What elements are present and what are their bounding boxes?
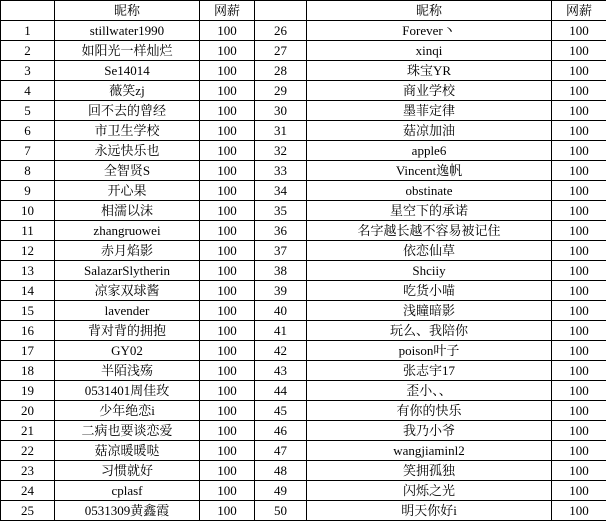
table-row bbox=[1, 501, 606, 521]
row-salary-right: 100 bbox=[552, 321, 606, 341]
row-index-right: 49 bbox=[255, 481, 307, 501]
row-salary-left: 100 bbox=[200, 61, 255, 81]
row-nickname-left: 回不去的曾经 bbox=[55, 101, 200, 121]
row-salary-left: 100 bbox=[200, 381, 255, 401]
row-nickname-right: obstinate bbox=[307, 181, 552, 201]
row-salary-right: 100 bbox=[552, 481, 606, 501]
row-index-right: 30 bbox=[255, 101, 307, 121]
row-salary-left: 100 bbox=[200, 181, 255, 201]
table-row bbox=[1, 401, 606, 421]
row-salary-right: 100 bbox=[552, 81, 606, 101]
row-salary-right: 100 bbox=[552, 161, 606, 181]
table-row bbox=[1, 341, 606, 361]
row-salary-left: 100 bbox=[200, 481, 255, 501]
row-nickname-left: 市卫生学校 bbox=[55, 121, 200, 141]
row-nickname-left: 薇笑zj bbox=[55, 81, 200, 101]
row-index-right: 28 bbox=[255, 61, 307, 81]
row-index-right: 45 bbox=[255, 401, 307, 421]
row-salary-right: 100 bbox=[552, 361, 606, 381]
row-nickname-left: GY02 bbox=[55, 341, 200, 361]
row-index-right: 42 bbox=[255, 341, 307, 361]
row-index-right: 31 bbox=[255, 121, 307, 141]
table-row bbox=[1, 301, 606, 321]
row-index-right: 39 bbox=[255, 281, 307, 301]
header-index-left bbox=[1, 1, 55, 21]
table-row bbox=[1, 281, 606, 301]
row-salary-right: 100 bbox=[552, 41, 606, 61]
table-row bbox=[1, 241, 606, 261]
row-nickname-left: cplasf bbox=[55, 481, 200, 501]
row-index-left: 15 bbox=[1, 301, 55, 321]
table-row bbox=[1, 261, 606, 281]
row-nickname-left: 0531309黄鑫霞 bbox=[55, 501, 200, 521]
row-nickname-left: 凉家双球酱 bbox=[55, 281, 200, 301]
row-salary-left: 100 bbox=[200, 281, 255, 301]
row-salary-right: 100 bbox=[552, 421, 606, 441]
row-index-left: 21 bbox=[1, 421, 55, 441]
row-nickname-left: SalazarSlytherin bbox=[55, 261, 200, 281]
row-index-left: 6 bbox=[1, 121, 55, 141]
table-row bbox=[1, 161, 606, 181]
row-salary-right: 100 bbox=[552, 241, 606, 261]
header-row bbox=[1, 1, 606, 21]
row-nickname-left: 习惯就好 bbox=[55, 461, 200, 481]
row-salary-right: 100 bbox=[552, 341, 606, 361]
row-index-left: 7 bbox=[1, 141, 55, 161]
table-row bbox=[1, 21, 606, 41]
row-index-left: 23 bbox=[1, 461, 55, 481]
row-nickname-right: apple6 bbox=[307, 141, 552, 161]
row-index-right: 33 bbox=[255, 161, 307, 181]
table-row bbox=[1, 441, 606, 461]
row-index-right: 29 bbox=[255, 81, 307, 101]
row-index-right: 34 bbox=[255, 181, 307, 201]
row-index-left: 16 bbox=[1, 321, 55, 341]
row-salary-right: 100 bbox=[552, 461, 606, 481]
row-nickname-left: Se14014 bbox=[55, 61, 200, 81]
row-index-left: 8 bbox=[1, 161, 55, 181]
row-salary-right: 100 bbox=[552, 61, 606, 81]
table-row bbox=[1, 181, 606, 201]
row-index-right: 35 bbox=[255, 201, 307, 221]
row-index-right: 38 bbox=[255, 261, 307, 281]
row-nickname-right: poison叶子 bbox=[307, 341, 552, 361]
row-nickname-right: xinqi bbox=[307, 41, 552, 61]
row-index-right: 50 bbox=[255, 501, 307, 521]
row-nickname-right: 有你的快乐 bbox=[307, 401, 552, 421]
row-salary-right: 100 bbox=[552, 261, 606, 281]
table-row bbox=[1, 361, 606, 381]
row-nickname-right: 我乃小爷 bbox=[307, 421, 552, 441]
row-salary-left: 100 bbox=[200, 341, 255, 361]
row-salary-left: 100 bbox=[200, 461, 255, 481]
row-index-left: 22 bbox=[1, 441, 55, 461]
row-nickname-right: wangjiaminl2 bbox=[307, 441, 552, 461]
row-salary-right: 100 bbox=[552, 121, 606, 141]
row-salary-left: 100 bbox=[200, 301, 255, 321]
row-salary-left: 100 bbox=[200, 41, 255, 61]
row-index-right: 27 bbox=[255, 41, 307, 61]
table-row bbox=[1, 41, 606, 61]
row-nickname-right: 菇凉加油 bbox=[307, 121, 552, 141]
row-index-left: 12 bbox=[1, 241, 55, 261]
row-index-left: 14 bbox=[1, 281, 55, 301]
row-index-right: 40 bbox=[255, 301, 307, 321]
row-salary-left: 100 bbox=[200, 441, 255, 461]
row-nickname-right: 星空下的承诺 bbox=[307, 201, 552, 221]
row-nickname-left: 永远快乐也 bbox=[55, 141, 200, 161]
row-nickname-left: 全智贤S bbox=[55, 161, 200, 181]
row-nickname-right: 商业学校 bbox=[307, 81, 552, 101]
row-salary-left: 100 bbox=[200, 221, 255, 241]
row-index-left: 1 bbox=[1, 21, 55, 41]
row-index-left: 17 bbox=[1, 341, 55, 361]
row-nickname-right: Forever丶 bbox=[307, 21, 552, 41]
row-nickname-left: 二病也要谈恋爱 bbox=[55, 421, 200, 441]
row-salary-left: 100 bbox=[200, 21, 255, 41]
row-nickname-left: 如阳光一样灿烂 bbox=[55, 41, 200, 61]
row-index-left: 3 bbox=[1, 61, 55, 81]
row-salary-left: 100 bbox=[200, 101, 255, 121]
table-row bbox=[1, 321, 606, 341]
table-row bbox=[1, 461, 606, 481]
row-salary-right: 100 bbox=[552, 501, 606, 521]
row-index-right: 44 bbox=[255, 381, 307, 401]
row-nickname-left: 菇凉暖暖哒 bbox=[55, 441, 200, 461]
row-index-right: 26 bbox=[255, 21, 307, 41]
table-row bbox=[1, 121, 606, 141]
row-nickname-right: 笑拥孤独 bbox=[307, 461, 552, 481]
row-index-right: 41 bbox=[255, 321, 307, 341]
row-nickname-right: 明天你好i bbox=[307, 501, 552, 521]
table-row bbox=[1, 201, 606, 221]
row-nickname-left: stillwater1990 bbox=[55, 21, 200, 41]
row-index-left: 11 bbox=[1, 221, 55, 241]
row-nickname-right: 墨菲定律 bbox=[307, 101, 552, 121]
row-salary-right: 100 bbox=[552, 141, 606, 161]
row-index-left: 18 bbox=[1, 361, 55, 381]
row-salary-right: 100 bbox=[552, 441, 606, 461]
table-row bbox=[1, 221, 606, 241]
row-nickname-left: 背对背的拥抱 bbox=[55, 321, 200, 341]
row-salary-left: 100 bbox=[200, 501, 255, 521]
row-index-left: 4 bbox=[1, 81, 55, 101]
row-salary-right: 100 bbox=[552, 101, 606, 121]
table-row bbox=[1, 481, 606, 501]
table-body bbox=[1, 21, 606, 521]
row-salary-right: 100 bbox=[552, 21, 606, 41]
row-nickname-right: 名字越长越不容易被记住 bbox=[307, 221, 552, 241]
row-nickname-left: zhangruowei bbox=[55, 221, 200, 241]
row-nickname-left: 0531401周佳玫 bbox=[55, 381, 200, 401]
row-index-right: 32 bbox=[255, 141, 307, 161]
row-salary-right: 100 bbox=[552, 201, 606, 221]
row-salary-right: 100 bbox=[552, 181, 606, 201]
row-nickname-right: 张志宇17 bbox=[307, 361, 552, 381]
table-row bbox=[1, 421, 606, 441]
row-nickname-left: 开心果 bbox=[55, 181, 200, 201]
row-nickname-right: 闪烁之光 bbox=[307, 481, 552, 501]
table-header bbox=[1, 1, 606, 21]
row-index-right: 43 bbox=[255, 361, 307, 381]
row-salary-right: 100 bbox=[552, 221, 606, 241]
row-nickname-right: 依恋仙草 bbox=[307, 241, 552, 261]
header-nickname-right: 昵称 bbox=[307, 1, 552, 21]
row-nickname-right: 珠宝YR bbox=[307, 61, 552, 81]
row-nickname-right: Shciiy bbox=[307, 261, 552, 281]
row-salary-left: 100 bbox=[200, 321, 255, 341]
row-nickname-left: 赤月焰影 bbox=[55, 241, 200, 261]
row-index-right: 36 bbox=[255, 221, 307, 241]
row-index-left: 9 bbox=[1, 181, 55, 201]
row-salary-right: 100 bbox=[552, 301, 606, 321]
row-salary-left: 100 bbox=[200, 121, 255, 141]
header-salary-right: 网薪 bbox=[552, 1, 606, 21]
row-nickname-right: 吃货小喵 bbox=[307, 281, 552, 301]
row-nickname-right: Vincent逸帆 bbox=[307, 161, 552, 181]
row-nickname-left: 半陌浅殇 bbox=[55, 361, 200, 381]
row-nickname-left: 少年绝恋i bbox=[55, 401, 200, 421]
row-salary-left: 100 bbox=[200, 241, 255, 261]
row-salary-left: 100 bbox=[200, 261, 255, 281]
row-salary-left: 100 bbox=[200, 141, 255, 161]
row-index-right: 47 bbox=[255, 441, 307, 461]
header-index-right bbox=[255, 1, 307, 21]
row-index-left: 13 bbox=[1, 261, 55, 281]
row-salary-left: 100 bbox=[200, 401, 255, 421]
row-salary-left: 100 bbox=[200, 361, 255, 381]
row-index-left: 2 bbox=[1, 41, 55, 61]
row-index-left: 20 bbox=[1, 401, 55, 421]
row-index-right: 48 bbox=[255, 461, 307, 481]
header-nickname-left: 昵称 bbox=[55, 1, 200, 21]
table-row bbox=[1, 101, 606, 121]
row-nickname-right: 玩么、我陪你 bbox=[307, 321, 552, 341]
row-index-right: 37 bbox=[255, 241, 307, 261]
table-row bbox=[1, 141, 606, 161]
table-row bbox=[1, 81, 606, 101]
row-nickname-left: 相濡以沫 bbox=[55, 201, 200, 221]
row-salary-left: 100 bbox=[200, 201, 255, 221]
row-salary-right: 100 bbox=[552, 281, 606, 301]
row-index-left: 19 bbox=[1, 381, 55, 401]
row-nickname-right: 浅瞳暗影 bbox=[307, 301, 552, 321]
row-index-left: 25 bbox=[1, 501, 55, 521]
row-index-right: 46 bbox=[255, 421, 307, 441]
row-index-left: 10 bbox=[1, 201, 55, 221]
row-nickname-left: lavender bbox=[55, 301, 200, 321]
row-nickname-right: 歪小、、 bbox=[307, 381, 552, 401]
table-row bbox=[1, 61, 606, 81]
row-salary-right: 100 bbox=[552, 381, 606, 401]
row-salary-left: 100 bbox=[200, 81, 255, 101]
row-salary-right: 100 bbox=[552, 401, 606, 421]
row-salary-left: 100 bbox=[200, 421, 255, 441]
table-row bbox=[1, 381, 606, 401]
row-index-left: 5 bbox=[1, 101, 55, 121]
row-index-left: 24 bbox=[1, 481, 55, 501]
row-salary-left: 100 bbox=[200, 161, 255, 181]
header-salary-left: 网薪 bbox=[200, 1, 255, 21]
